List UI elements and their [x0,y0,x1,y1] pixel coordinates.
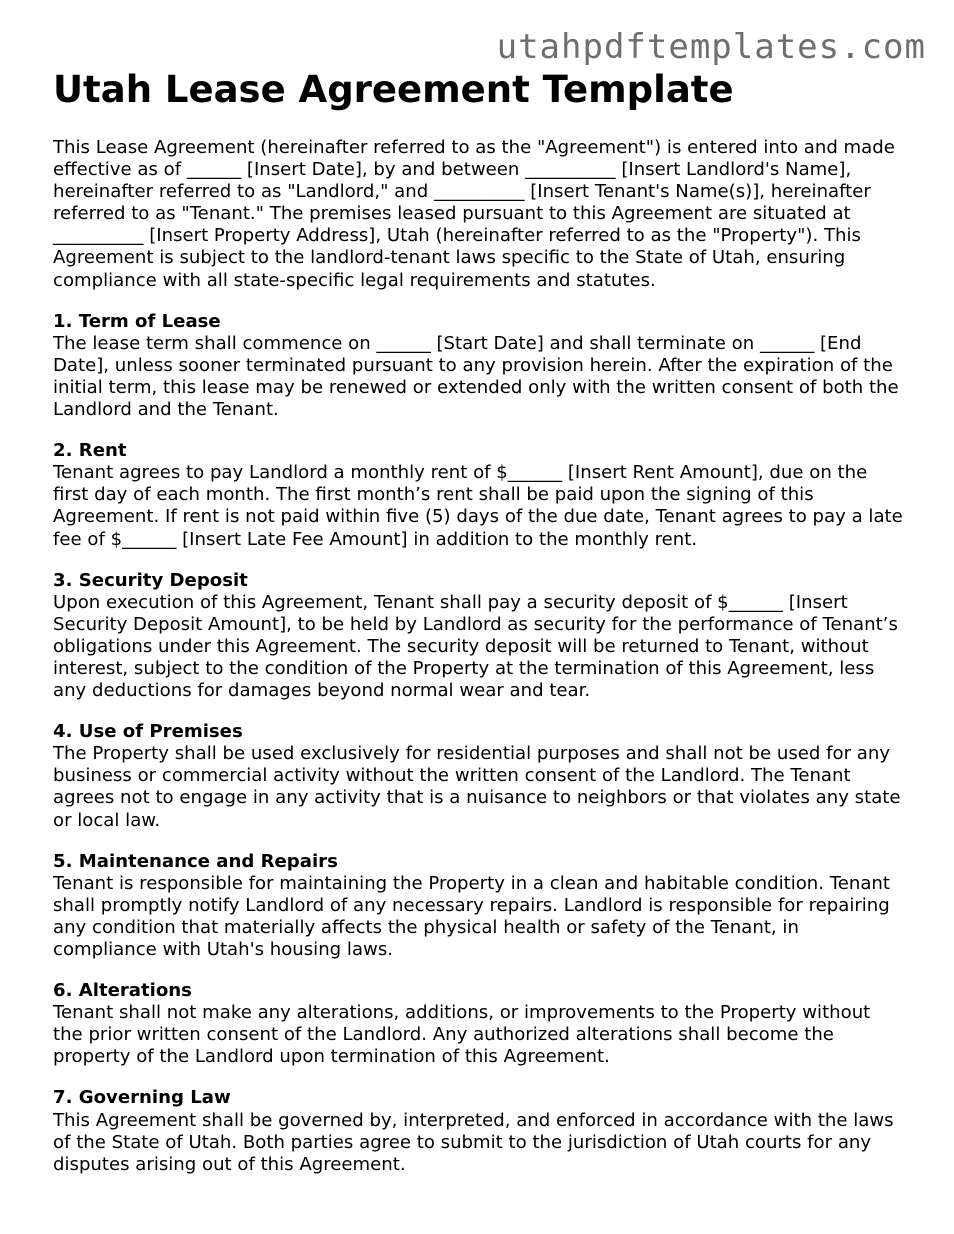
section-alterations [53,980,903,1068]
section-heading: 5. Maintenance and Repairs [53,850,338,872]
section-body: Tenant is responsible for maintaining the Property in a clean and habitable condition. Tenant shall promptly notify Landlord of any necessary repairs. Landlord is responsible for repairing any condition that materially affects the physical health or safety of the Tenant, in compliance with Utah's housing laws. [53,872,890,960]
section-rent [53,440,903,550]
document-body [53,137,903,1176]
section-body: Tenant shall not make any alterations, additions, or improvements to the Property without the prior written consent of the Landlord. Any authorized alterations shall become the property of the Landlord upon termination of this Agreement. [53,1002,871,1068]
section-heading: 7. Governing Law [53,1087,231,1109]
section-body: Tenant agrees to pay Landlord a monthly rent of $______ [Insert Rent Amount], due on the first day of each month. The first month’s rent shall be paid upon the signing of this Agreement. If rent is not paid within five (5) days of the due date, Tenant agrees to pay a late fee of $______ [Insert Late Fee Amount] in addition to the monthly rent. [53,462,903,550]
section-security-deposit [53,570,903,703]
site-watermark: utahpdftemplates.com [496,27,926,67]
section-governing-law [53,1087,903,1175]
section-body: The Property shall be used exclusively for residential purposes and shall not be used for any business or commercial activity without the written consent of the Landlord. The Tenant agrees not to engage in any activity that is a nuisance to neighbors or that violates any state or local law. [53,743,901,831]
section-heading: 6. Alterations [53,980,192,1002]
section-body: Upon execution of this Agreement, Tenant shall pay a security deposit of $______ [Insert Security Deposit Amount], to be held by Landlord as security for the performance of Tenant’s obligations under this Agreement. The security deposit will be returned to Tenant, without interest, subject to the condition of the Property at the termination of this Agreement, less any deductions for damages beyond normal wear and tear. [53,591,898,702]
section-body: This Agreement shall be governed by, interpreted, and enforced in accordance with the laws of the State of Utah. Both parties agree to submit to the jurisdiction of Utah courts for any disputes arising out of this Agreement. [53,1109,894,1175]
section-maintenance-and-repairs [53,851,903,961]
section-heading: 3. Security Deposit [53,569,248,591]
section-heading: 1. Term of Lease [53,310,221,332]
section-term-of-lease [53,311,903,421]
section-use-of-premises [53,721,903,831]
section-heading: 2. Rent [53,440,127,462]
section-heading: 4. Use of Premises [53,721,243,743]
page-title: Utah Lease Agreement Template [53,68,734,111]
section-body: The lease term shall commence on ______ [Start Date] and shall terminate on ______ [End Date], unless sooner terminated pursuant to any provision herein. After the expiration of the initial term, this lease may be renewed or extended only with the written consent of both the Landlord and the Tenant. [53,332,899,421]
intro-paragraph: This Lease Agreement (hereinafter referred to as the "Agreement") is entered into and made effective as of ______ [Insert Date], by and between __________ [Insert Landlord's Name], hereinafter referred to as "Landlord," and __________ [Insert Tenant's Name(s)], hereinafter referred to as "Tenant." The premises leased pursuant to this Agreement are situated at __________ [Insert Property Address], Utah (hereinafter referred to as the "Property"). This Agreement is subject to the landlord-tenant laws specific to the State of Utah, ensuring compliance with all state-specific legal requirements and statutes. [53,137,895,291]
